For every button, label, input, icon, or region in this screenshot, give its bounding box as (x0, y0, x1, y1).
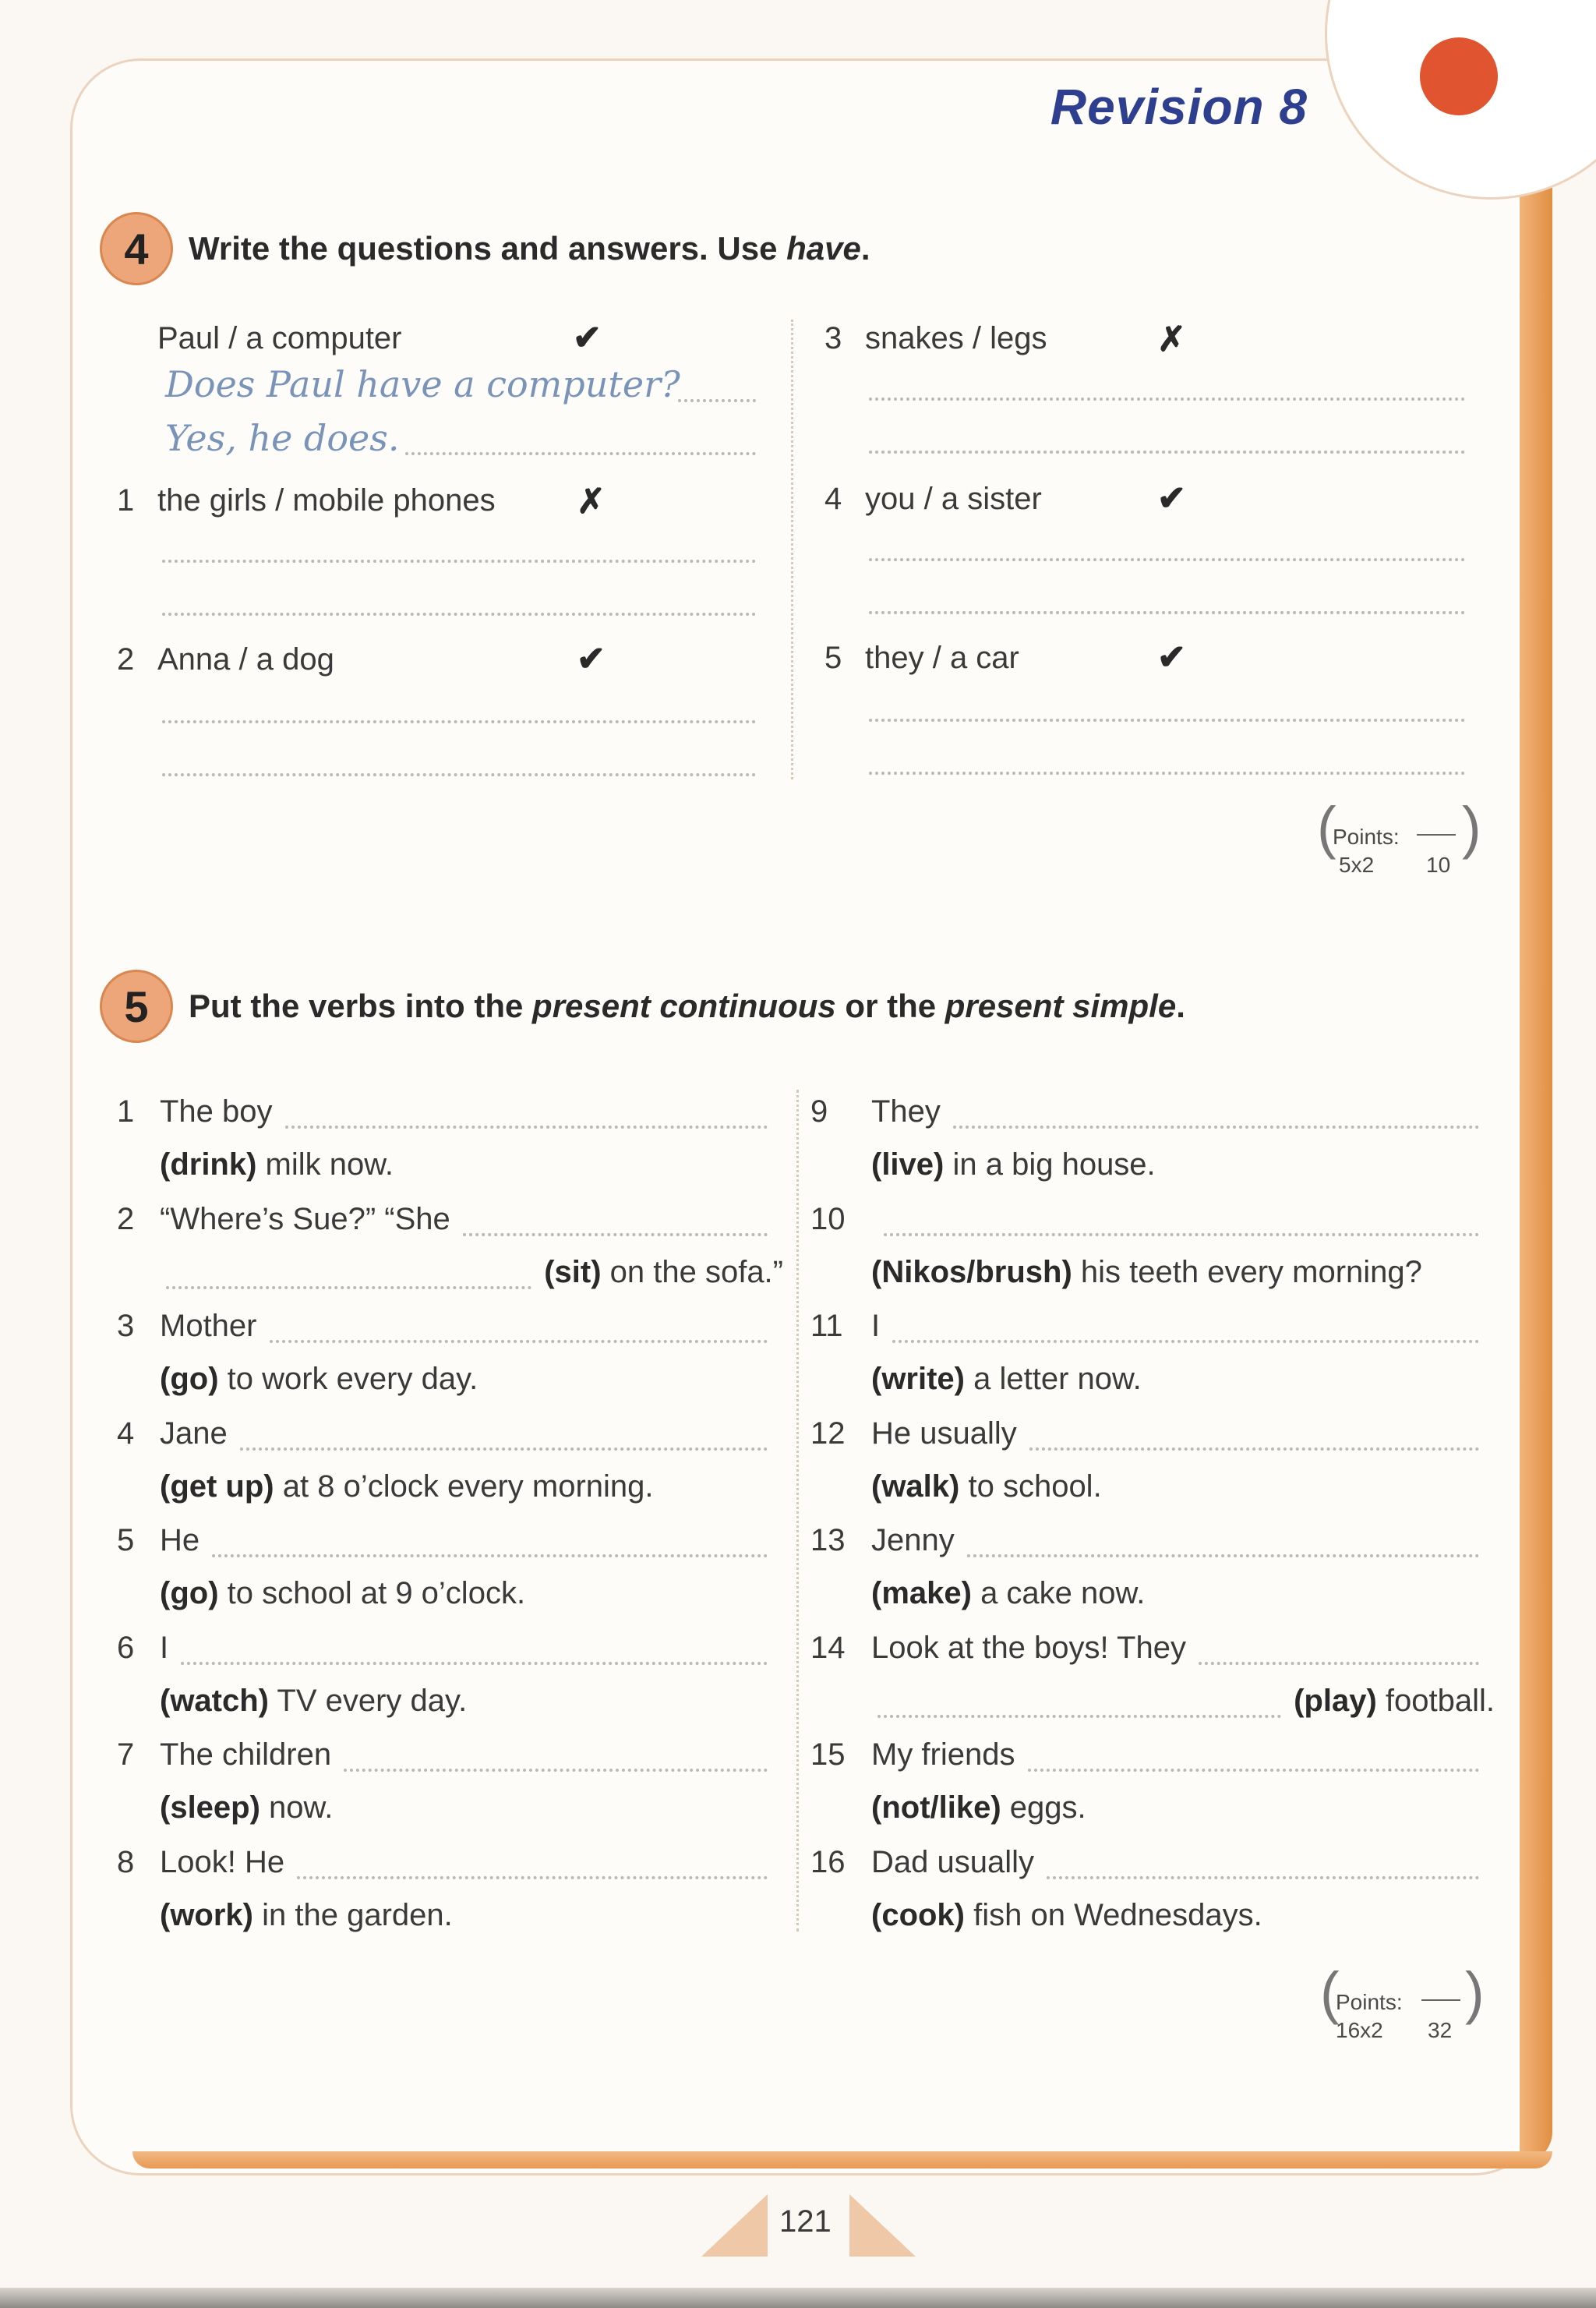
item-number: 4 (824, 482, 842, 516)
sentence-end: on the sofa.” (601, 1254, 783, 1289)
sentence-end: in a big house. (944, 1147, 1156, 1182)
item-number: 5 (117, 1523, 135, 1557)
sentence-end: to school at 9 o’clock. (218, 1576, 526, 1610)
points-label: Points: (1336, 1990, 1403, 2014)
column-divider (791, 320, 793, 779)
check-icon: ✔ (1157, 638, 1186, 677)
answer-line[interactable] (869, 558, 1465, 561)
item-number: 3 (117, 1309, 135, 1343)
verb-hint: (work) (160, 1897, 253, 1932)
verb-hint: (watch) (160, 1683, 269, 1718)
answer-line[interactable] (869, 719, 1465, 722)
answer-line[interactable] (884, 1233, 1479, 1236)
check-icon: ✔ (573, 319, 602, 357)
answer-line[interactable] (892, 1340, 1479, 1343)
item-prompt: He usually (871, 1416, 1017, 1451)
sentence-end: to school. (959, 1469, 1102, 1504)
verb-hint: (drink) (160, 1147, 257, 1182)
verb-hint: (play) (1294, 1683, 1377, 1718)
item-number: 13 (810, 1523, 846, 1557)
points-calc: 16x2 (1336, 2018, 1383, 2042)
answer-line[interactable] (162, 613, 756, 616)
cross-icon: ✗ (577, 482, 606, 521)
verb-hint: (live) (871, 1147, 945, 1182)
item-prompt: The boy (160, 1094, 273, 1129)
answer-line[interactable] (297, 1876, 768, 1879)
answer-line (405, 452, 756, 455)
answer-line[interactable] (162, 720, 756, 723)
answer-line[interactable] (166, 1286, 531, 1289)
answer-line[interactable] (1028, 1769, 1480, 1772)
item-verb-line (871, 1147, 1156, 1182)
example-prompt: Paul / a computer (157, 321, 402, 355)
frame-edge-right (1520, 187, 1552, 2163)
item-number: 11 (810, 1309, 843, 1343)
red-dot-icon (1420, 37, 1498, 115)
item-prompt: Mother (160, 1309, 257, 1343)
item-verb-line (160, 1362, 478, 1397)
item-prompt: they / a car (865, 641, 1019, 675)
item-number: 7 (117, 1737, 135, 1772)
answer-line[interactable] (869, 398, 1465, 401)
item-verb-line (160, 1469, 654, 1504)
answer-line (678, 399, 756, 402)
exercise-number: 5 (100, 970, 173, 1043)
page-title: Revision 8 (1050, 79, 1308, 135)
points-total: 32 (1428, 2018, 1453, 2042)
answer-line[interactable] (344, 1769, 768, 1772)
sentence-end: to work every day. (218, 1362, 478, 1396)
item-number: 1 (117, 1094, 135, 1129)
verb-hint: (go) (160, 1362, 219, 1396)
answer-line[interactable] (285, 1126, 768, 1129)
answer-line[interactable] (162, 773, 756, 776)
item-prompt: you / a sister (865, 482, 1042, 516)
verb-hint: (get up) (160, 1469, 274, 1504)
item-verb-line (160, 1684, 467, 1719)
item-prompt: the girls / mobile phones (157, 483, 496, 518)
answer-line[interactable] (869, 451, 1465, 454)
sentence-end: eggs. (1001, 1790, 1086, 1825)
item-number: 10 (810, 1201, 846, 1236)
item-number: 12 (810, 1416, 846, 1451)
item-number: 5 (824, 641, 842, 675)
item-prompt: Jane (160, 1416, 228, 1451)
verb-hint: (walk) (871, 1469, 960, 1504)
verb-hint: (cook) (871, 1897, 965, 1932)
answer-line[interactable] (270, 1340, 768, 1343)
answer-line[interactable] (869, 772, 1465, 775)
answer-line[interactable] (1047, 1876, 1479, 1879)
answer-line[interactable] (162, 560, 756, 563)
answer-line[interactable] (181, 1662, 768, 1665)
points-box: ( Points: 5x2 10 ) (1317, 818, 1488, 881)
frame-edge-bottom (132, 2151, 1552, 2168)
points-box: ( Points: 16x2 32 ) (1320, 1984, 1492, 2046)
example-answer: Yes, he does. (165, 417, 400, 459)
item-number: 1 (117, 483, 135, 518)
item-number: 9 (810, 1094, 828, 1129)
item-number: 6 (117, 1630, 135, 1665)
item-verb-line (871, 1469, 1102, 1504)
column-divider (796, 1090, 799, 1932)
verb-hint: (go) (160, 1576, 219, 1610)
exercise-number: 4 (100, 212, 173, 285)
verb-hint: (make) (871, 1576, 972, 1610)
item-verb-line (871, 1576, 1145, 1611)
item-prompt: The children (160, 1737, 332, 1772)
answer-line[interactable] (463, 1233, 768, 1236)
item-verb-line (160, 1576, 525, 1611)
item-verb-line (544, 1255, 783, 1290)
item-number: 2 (117, 642, 135, 677)
item-prompt: He (160, 1523, 200, 1557)
item-number: 4 (117, 1416, 135, 1451)
verb-hint: (not/like) (871, 1790, 1001, 1825)
answer-line[interactable] (967, 1554, 1479, 1557)
item-number: 2 (117, 1201, 135, 1236)
page-tab-right (849, 2194, 916, 2257)
verb-hint: (sit) (544, 1254, 602, 1289)
item-prompt: I (871, 1309, 881, 1343)
sentence-end: now. (260, 1790, 334, 1825)
sentence-end: a letter now. (965, 1362, 1142, 1396)
item-number: 15 (810, 1737, 846, 1772)
item-verb-line (871, 1255, 1422, 1290)
sentence-end: milk now. (256, 1147, 394, 1182)
item-verb-line (871, 1898, 1262, 1933)
cross-icon: ✗ (1157, 320, 1186, 359)
page-number: 121 (779, 2204, 832, 2239)
answer-line[interactable] (869, 611, 1465, 614)
page-tab-left (701, 2194, 768, 2257)
item-prompt: snakes / legs (865, 321, 1047, 355)
sentence-end: TV every day. (269, 1683, 468, 1718)
item-number: 14 (810, 1630, 846, 1665)
verb-hint: (write) (871, 1362, 965, 1396)
item-prompt: Look at the boys! They (871, 1630, 1186, 1665)
item-prompt: Look! He (160, 1844, 285, 1879)
points-calc: 5x2 (1339, 853, 1375, 877)
answer-line[interactable] (1029, 1447, 1479, 1451)
answer-line[interactable] (953, 1126, 1479, 1129)
example-question: Does Paul have a computer? (165, 363, 680, 405)
item-verb-line (160, 1898, 453, 1933)
item-number: 8 (117, 1844, 135, 1879)
scan-edge (0, 2288, 1596, 2308)
verb-hint: (Nikos/brush) (871, 1254, 1072, 1289)
sentence-end: in the garden. (253, 1897, 453, 1932)
answer-line[interactable] (877, 1715, 1281, 1718)
exercise-5-header (100, 970, 1185, 1043)
sentence-end: fish on Wednesdays. (965, 1897, 1262, 1932)
item-prompt: Jenny (871, 1523, 955, 1557)
item-prompt: I (160, 1630, 169, 1665)
sentence-end: his teeth every morning? (1072, 1254, 1422, 1289)
item-verb-line (160, 1147, 394, 1182)
answer-line[interactable] (212, 1554, 768, 1557)
check-icon: ✔ (577, 640, 606, 678)
item-prompt: They (871, 1094, 941, 1129)
item-prompt: Dad usually (871, 1844, 1035, 1879)
points-total: 10 (1426, 853, 1451, 877)
answer-line[interactable] (240, 1447, 768, 1451)
exercise-instruction: Write the questions and answers. Use have. (189, 230, 870, 267)
answer-line[interactable] (1199, 1662, 1479, 1665)
check-icon: ✔ (1157, 479, 1186, 518)
points-label: Points: (1333, 825, 1400, 849)
verb-hint: (sleep) (160, 1790, 260, 1825)
exercise-instruction: Put the verbs into the present continuous or the present simple. (189, 988, 1185, 1024)
item-verb-line (1294, 1684, 1495, 1719)
item-prompt: Anna / a dog (157, 642, 334, 677)
item-number: 3 (824, 321, 842, 355)
item-verb-line (871, 1362, 1142, 1397)
fraction-bar (1421, 1999, 1460, 2001)
item-verb-line (160, 1790, 333, 1826)
item-number: 16 (810, 1844, 846, 1879)
sentence-end: football. (1376, 1683, 1495, 1718)
sentence-end: at 8 o’clock every morning. (274, 1469, 654, 1504)
item-prompt: My friends (871, 1737, 1015, 1772)
item-prompt: “Where’s Sue?” “She (160, 1201, 450, 1236)
item-verb-line (871, 1790, 1086, 1826)
sentence-end: a cake now. (971, 1576, 1146, 1610)
exercise-4-header (100, 212, 870, 285)
fraction-bar (1417, 834, 1456, 836)
